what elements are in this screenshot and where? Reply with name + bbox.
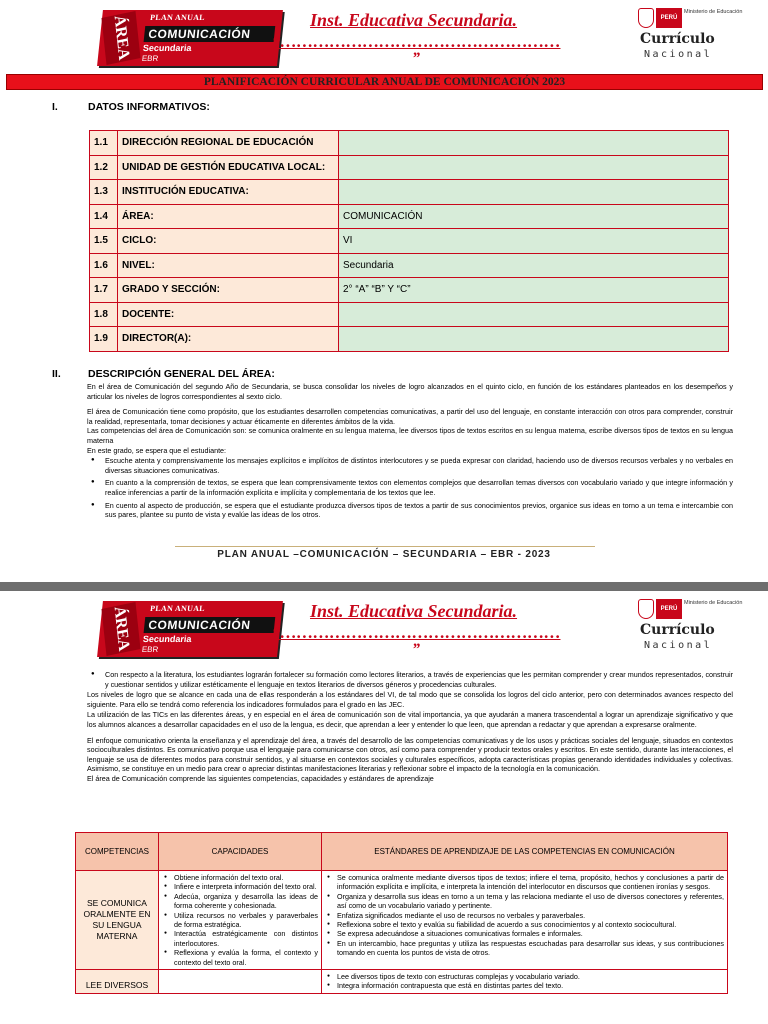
datos-row xyxy=(90,180,729,205)
curriculo-label: Currículo xyxy=(640,31,715,47)
datos-row xyxy=(90,327,729,352)
area-description xyxy=(87,382,733,521)
expectations-list xyxy=(87,456,733,520)
list-item: ● Reflexiona y evalúa la forma, el contexto y contexto del texto oral. xyxy=(162,948,318,967)
row-number: 1.2 xyxy=(90,155,118,180)
row-value[interactable] xyxy=(339,180,729,205)
plan-anual-label: PLAN ANUAL xyxy=(149,13,206,22)
competencias-table xyxy=(75,832,728,994)
row-key: CICLO: xyxy=(118,229,339,254)
section-number: II. xyxy=(52,368,61,380)
capacidades-cell xyxy=(159,871,322,970)
row-key: DIRECTOR(A): xyxy=(118,327,339,352)
row-number: 1.3 xyxy=(90,180,118,205)
curriculo-nacional-logo xyxy=(638,599,762,655)
row-number: 1.8 xyxy=(90,302,118,327)
competencia-cell: LEE DIVERSOS xyxy=(76,970,159,994)
row-value[interactable]: VI xyxy=(339,229,729,254)
document-page-2 xyxy=(0,591,768,1024)
ministerio-label: Ministerio de Educación xyxy=(684,9,743,15)
list-item: ● Organiza y desarrolla sus ideas en torno a un tema y las relaciona mediante el uso de diversos conectores y referentes, así como de un vocabulario variado y pertinente. xyxy=(325,892,724,911)
row-number: 1.1 xyxy=(90,131,118,156)
datos-row xyxy=(90,204,729,229)
footer-divider xyxy=(175,546,595,547)
list-item: ● Interactúa estratégicamente con distintos interlocutores. xyxy=(162,929,318,948)
section-label: DESCRIPCIÓN GENERAL DEL ÁREA: xyxy=(88,368,275,380)
paragraph: Las competencias del área de Comunicación son: se comunica oralmente en su lengua materna, lee diversos tipos de textos escritos en su lengua materna, escribe diversos tipos de textos en su lengua materna xyxy=(87,426,733,445)
list-item: ● Con respecto a la literatura, los estudiantes lograrán fortalecer su formación como lectores literarios, a través de experiencias que les permitan comprender y crear mundos representados, construir y cuestionar sentidos y utilizar estéticamente el lenguaje en textos literarios de diversos géneros y procedencias culturales. xyxy=(87,670,733,689)
closing-quote: ” xyxy=(412,50,420,67)
datos-row xyxy=(90,229,729,254)
datos-row xyxy=(90,302,729,327)
list-item: ● En un intercambio, hace preguntas y utiliza las respuestas escuchadas para desarrollar sus ideas, y sus contribuciones tomando en cuenta los puntos de vista de otros. xyxy=(325,939,724,958)
row-key: ÁREA: xyxy=(118,204,339,229)
nacional-label: Nacional xyxy=(644,49,713,60)
paragraph: En el área de Comunicación del segundo Año de Secundaria, se busca consolidar los niveles de logro alcanzados en el quinto ciclo, en función de los estándares planteados en los desempeños y articular los niveles de logros correspondientes al sexto ciclo. xyxy=(87,382,733,401)
list-item: ● Se comunica oralmente mediante diversos tipos de textos; infiere el tema, propósito, hechos y conclusiones a partir de información explícita e implícita, e interpreta la intención del interlocutor en discursos que contienen ironías y sesgos. xyxy=(325,873,724,892)
institution-name-placeholder: “…………………………………………… xyxy=(272,32,561,51)
column-header: ESTÁNDARES DE APRENDIZAJE DE LAS COMPETENCIAS EN COMUNICACIÓN xyxy=(322,833,728,871)
area-description-continued xyxy=(87,670,733,786)
secundaria-label: Secundaria xyxy=(142,43,193,53)
page-header xyxy=(0,0,768,74)
column-header: COMPETENCIAS xyxy=(76,833,159,871)
paragraph: El área de Comunicación tiene como propósito, que los estudiantes desarrollen competencias comunicativas, a partir del uso del lenguaje, en constante interacción con otros para comprender, construir la realidad, representarla, tomar decisiones y actuar éticamente en diferentes ámbitos de la vida. xyxy=(87,407,733,426)
row-key: INSTITUCIÓN EDUCATIVA: xyxy=(118,180,339,205)
page-header xyxy=(0,591,768,665)
row-number: 1.7 xyxy=(90,278,118,303)
curriculo-nacional-logo xyxy=(638,8,762,64)
row-key: UNIDAD DE GESTIÓN EDUCATIVA LOCAL: xyxy=(118,155,339,180)
row-number: 1.4 xyxy=(90,204,118,229)
paragraph: El área de Comunicación comprende las siguientes competencias, capacidades y estándares de aprendizaje xyxy=(87,773,434,783)
table-row xyxy=(76,970,728,994)
datos-row xyxy=(90,131,729,156)
estandares-cell xyxy=(322,871,728,970)
plan-anual-label: PLAN ANUAL xyxy=(149,604,206,613)
ministerio-label: Ministerio de Educación xyxy=(684,600,743,606)
secundaria-label: Secundaria xyxy=(142,634,193,644)
datos-row xyxy=(90,155,729,180)
area-banner xyxy=(97,10,283,66)
institution-name-placeholder: “…………………………………………… xyxy=(272,623,561,642)
row-value[interactable]: Secundaria xyxy=(339,253,729,278)
paragraph: Los niveles de logro que se alcance en cada una de ellas responderán a los estándares del VI, de tal modo que se consolida los logros del ciclo anterior, pero con determinados avances respecto del siguiente. Para ello se tendrá como referencia los indicadores formulados para el grado en las JEC. xyxy=(87,690,733,709)
institution-title: Inst. Educativa Secundaria. xyxy=(310,10,518,30)
area-banner xyxy=(97,601,283,657)
peru-label: PERÚ xyxy=(656,599,682,619)
row-key: DOCENTE: xyxy=(118,302,339,327)
area-label: ÁREA xyxy=(101,11,140,65)
closing-quote: ” xyxy=(412,641,420,658)
section-number: I. xyxy=(52,101,58,113)
list-item: ● Infiere e interpreta información del texto oral. xyxy=(162,882,318,891)
list-item: ● Integra información contrapuesta que está en distintas partes del texto. xyxy=(325,981,724,990)
capacidades-cell xyxy=(159,970,322,994)
area-label: ÁREA xyxy=(101,602,140,656)
row-value[interactable] xyxy=(339,131,729,156)
list-item: ● Reflexiona sobre el texto y evalúa su fiabilidad de acuerdo a sus conocimientos y al contexto sociocultural. xyxy=(325,920,724,929)
paragraph: La utilización de las TICs en las diferentes áreas, y en especial en el área de comunicación son de vital importancia, ya que ayudarán a manera trascendental a lograr un aprendizaje significativo y que los alumnos alcances a desarrollar capacidades en el uso de la lengua, es decir, que aprendan a leer y entender lo que leen, que aprendan a redactar y que aprendan a expresarse oralmente. xyxy=(87,710,733,729)
table-row xyxy=(76,871,728,970)
row-value[interactable] xyxy=(339,155,729,180)
list-item: ● Escuche atenta y comprensivamente los mensajes explícitos e implícitos de distintos interlocutores y se pueda expresar con claridad, haciendo uso de diversos recursos verbales y no verbales en diversas situaciones comunicativas. xyxy=(87,456,733,475)
competencia-cell: SE COMUNICA ORALMENTE EN SU LENGUA MATERNA xyxy=(76,871,159,970)
row-value[interactable]: COMUNICACIÓN xyxy=(339,204,729,229)
section-heading-1 xyxy=(52,101,452,115)
row-value[interactable]: 2° “A” “B” Y “C” xyxy=(339,278,729,303)
comunicacion-label: COMUNICACIÓN xyxy=(144,617,276,633)
coat-of-arms-icon xyxy=(638,8,654,28)
row-key: NIVEL: xyxy=(118,253,339,278)
paragraph: En este grado, se espera que el estudiante: xyxy=(87,445,227,455)
list-item: ● Enfatiza significados mediante el uso de recursos no verbales y paraverbales. xyxy=(325,911,724,920)
row-key: DIRECCIÓN REGIONAL DE EDUCACIÓN xyxy=(118,131,339,156)
row-number: 1.5 xyxy=(90,229,118,254)
list-item: ● Se expresa adecuándose a situaciones comunicativas formales e informales. xyxy=(325,929,724,938)
document-title: PLANIFICACIÓN CURRICULAR ANUAL DE COMUNICACIÓN 2023 xyxy=(6,74,763,90)
row-key: GRADO Y SECCIÓN: xyxy=(118,278,339,303)
ebr-label: EBR xyxy=(141,54,159,63)
datos-row xyxy=(90,278,729,303)
section-label: DATOS INFORMATIVOS: xyxy=(88,101,210,113)
peru-label: PERÚ xyxy=(656,8,682,28)
institution-title: Inst. Educativa Secundaria. xyxy=(310,601,518,621)
row-value[interactable] xyxy=(339,302,729,327)
coat-of-arms-icon xyxy=(638,599,654,619)
list-item: ● Utiliza recursos no verbales y paraverbales de forma estratégica. xyxy=(162,911,318,930)
list-item: ● En cuento al aspecto de producción, se espera que el estudiante produzca diversos tipos de textos a partir de sus conocimientos previos, organice sus ideas en torno a un tema e intercambie con sus pares, plantee su punto de vista y evalúe las ideas de los otros. xyxy=(87,501,733,520)
nacional-label: Nacional xyxy=(644,640,713,651)
curriculo-label: Currículo xyxy=(640,622,715,638)
comunicacion-label: COMUNICACIÓN xyxy=(144,26,276,42)
datos-row xyxy=(90,253,729,278)
list-item: ● Adecúa, organiza y desarrolla las ideas de forma coherente y cohesionada. xyxy=(162,892,318,911)
datos-informativos-table xyxy=(89,130,729,352)
section-heading-2 xyxy=(52,368,452,382)
estandares-cell xyxy=(322,970,728,994)
row-number: 1.6 xyxy=(90,253,118,278)
list-item: ● Lee diversos tipos de texto con estructuras complejas y vocabulario variado. xyxy=(325,972,724,981)
row-value[interactable] xyxy=(339,327,729,352)
paragraph: El enfoque comunicativo orienta la enseñanza y el aprendizaje del área, a través del desarrollo de las competencias comunicativas y de los usos y prácticas sociales del lenguaje, situados en contextos socioculturales distintos. Es comunicativo porque usa el lenguaje para comunicarse con otros, así como para comprender y producir textos orales y escritos. En este sentido, durante las interacciones, el lenguaje se usa de diferentes modos para construir sentidos, y al situarse en contextos sociales y culturales específicos, adopta características propias generando identidades individuales y colectivas. Asimismo, se constituye en un medio para crear o apreciar distintas manifestaciones literarias y reflexionar sobre el impacto de la tecnología en la comunicación. xyxy=(87,735,733,774)
ebr-label: EBR xyxy=(141,645,159,654)
literature-list xyxy=(87,670,733,689)
column-header: CAPACIDADES xyxy=(159,833,322,871)
page-footer: PLAN ANUAL –COMUNICACIÓN – SECUNDARIA – EBR - 2023 xyxy=(217,549,551,560)
row-number: 1.9 xyxy=(90,327,118,352)
list-item: ● En cuanto a la comprensión de textos, se espera que lean comprensivamente textos con elementos complejos que desarrollan temas diversos con vocabulario variado y que integre información y realice inferencias a partir de la información explícita e implícita y complementaria de los textos que lee. xyxy=(87,478,733,497)
list-item: ● Obtiene información del texto oral. xyxy=(162,873,318,882)
